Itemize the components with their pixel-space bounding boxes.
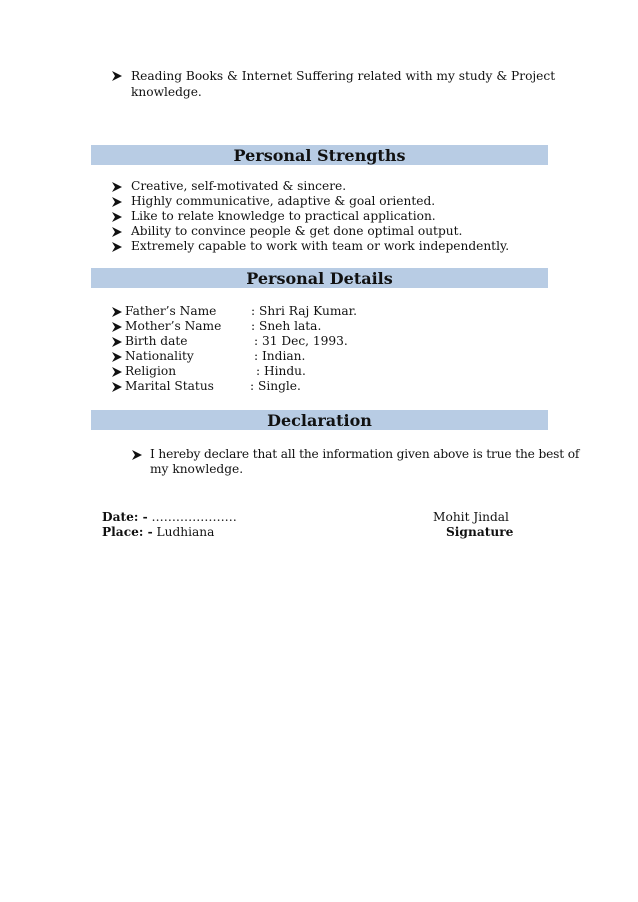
declaration-heading: Declaration xyxy=(267,411,372,430)
detail-label: Birth date xyxy=(125,334,188,348)
detail-value: : Shri Raj Kumar. xyxy=(251,304,358,318)
strength-item: Highly communicative, adaptive & goal oriented. xyxy=(131,194,436,208)
strength-item: Creative, self-motivated & sincere. xyxy=(131,179,347,193)
declaration-heading-bar xyxy=(91,410,548,430)
arrow-bullet-icon xyxy=(111,70,123,84)
details-heading-bar xyxy=(91,268,548,288)
declaration-line-2: my knowledge. xyxy=(150,462,244,476)
applicant-name: Mohit Jindal xyxy=(433,510,509,524)
detail-label: Marital Status xyxy=(125,379,214,393)
hobby-line-2: knowledge. xyxy=(131,85,202,99)
detail-value: : Indian. xyxy=(254,349,306,363)
strength-item: Ability to convince people & get done optimal output. xyxy=(131,224,463,238)
arrow-bullet-icon xyxy=(111,366,123,380)
place-value: Ludhiana xyxy=(156,525,215,539)
arrow-bullet-icon xyxy=(111,226,123,240)
strengths-heading-bar xyxy=(91,145,548,165)
date-row xyxy=(102,510,237,524)
hobby-line-1: Reading Books & Internet Suffering related with my study & Project xyxy=(131,69,556,83)
details-heading: Personal Details xyxy=(246,269,393,288)
declaration-line-1: I hereby declare that all the information given above is true the best of xyxy=(150,447,580,461)
detail-value: : Sneh lata. xyxy=(251,319,322,333)
arrow-bullet-icon xyxy=(111,306,123,320)
place-row xyxy=(102,525,214,539)
detail-value: : Single. xyxy=(250,379,301,393)
strength-item: Extremely capable to work with team or work independently. xyxy=(131,239,510,253)
arrow-bullet-icon xyxy=(111,181,123,195)
detail-value: : Hindu. xyxy=(256,364,306,378)
detail-label: Religion xyxy=(125,364,177,378)
detail-label: Nationality xyxy=(125,349,194,363)
arrow-bullet-icon xyxy=(111,351,123,365)
place-label: Place: - xyxy=(102,525,153,539)
signature-label: Signature xyxy=(446,525,514,539)
detail-value: : 31 Dec, 1993. xyxy=(254,334,348,348)
date-label: Date: - xyxy=(102,510,148,524)
strength-item: Like to relate knowledge to practical application. xyxy=(131,209,436,223)
detail-label: Mother’s Name xyxy=(125,319,222,333)
arrow-bullet-icon xyxy=(131,449,143,463)
arrow-bullet-icon xyxy=(111,381,123,395)
strengths-heading: Personal Strengths xyxy=(233,146,406,165)
arrow-bullet-icon xyxy=(111,211,123,225)
arrow-bullet-icon xyxy=(111,241,123,255)
detail-label: Father’s Name xyxy=(125,304,217,318)
arrow-bullet-icon xyxy=(111,321,123,335)
date-value: ………………… xyxy=(151,510,237,524)
arrow-bullet-icon xyxy=(111,196,123,210)
arrow-bullet-icon xyxy=(111,336,123,350)
